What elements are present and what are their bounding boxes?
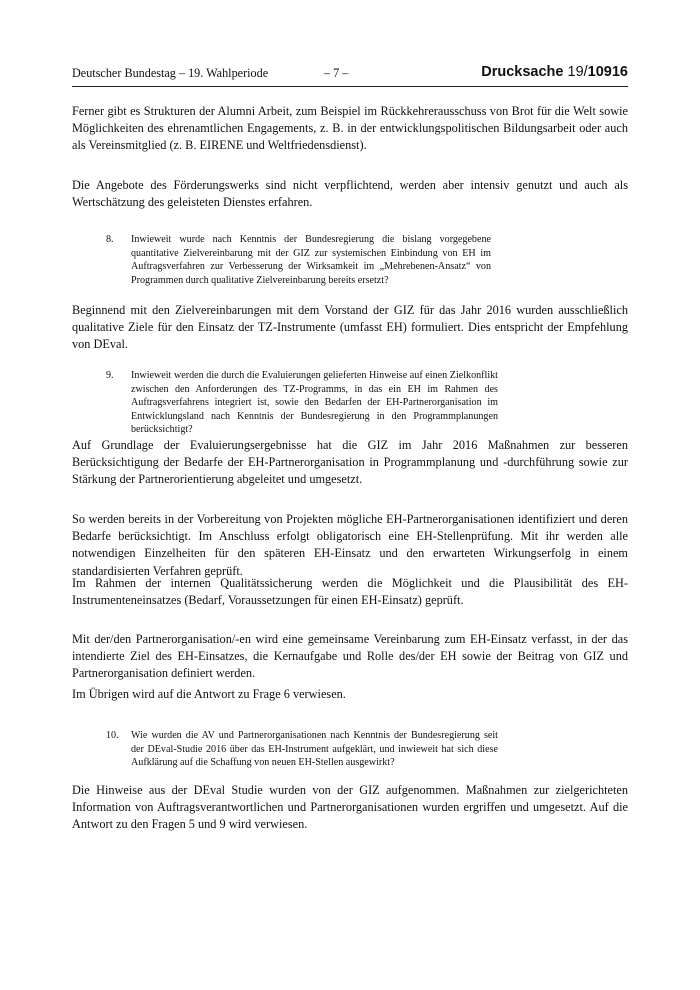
document-number-prefix: 19/ — [567, 64, 588, 80]
document-label: Drucksache — [481, 64, 564, 80]
answer-9-paragraph-5: Im Übrigen wird auf die Antwort zu Frage 6 verwiesen. — [72, 687, 346, 701]
question-text: Wie wurden die AV und Partnerorganisationen nach Kenntnis der Bundesregierung seit der DEval-Studie 2016 über das EH-Instrument aufgeklärt, und inwieweit hat sich diese Aufklärung auf die Schaffung von neuen EH-Stellen ausgewirkt? — [131, 730, 498, 769]
question-text: Inwieweit wurde nach Kenntnis der Bundesregierung die bislang vorgegebene quantitative Zielvereinbarung mit der GIZ zur systemischen Einbindung von EH im Auftragsverfahren zur Verbesserung der Wirksamkeit im „Mehrebenen-Ansatz“ von Programmen durch qualitative Zielvereinbarung bereits ersetzt? — [131, 234, 491, 286]
header-publication: Deutscher Bundestag – 19. Wahlperiode — [72, 66, 269, 80]
document-number-main: 10916 — [587, 64, 628, 80]
page-number: – 7 – — [324, 66, 349, 80]
answer-10: Die Hinweise aus der DEval Studie wurden von der GIZ aufgenommen. Maßnahmen zur zielgerichteten Information von Auftragsverantwortlichen und Partnerorganisationen wurden ergriffen und umgesetzt. Auf die Antwort zu den Fragen 5 und 9 wird verwiesen. — [72, 783, 628, 832]
paragraph-alumni: Ferner gibt es Strukturen der Alumni Arbeit, zum Beispiel im Rückkehrerausschuss von Brot für die Welt sowie Möglichkeiten des ehrenamtlichen Engagements, z. B. in der entwicklungspolitischen Bildungsarbeit oder auch als Vereinsmitglied (z. B. EIRENE und Weltfriedensdienst). — [72, 104, 628, 153]
question-text: Inwieweit werden die durch die Evaluierungen gelieferten Hinweise auf einen Zielkonflikt zwischen den Anforderungen des TZ-Programms, in das ein EH im Rahmen des Auftragsverfahrens integriert ist, sowie den Bedarfen der EH-Partnerorganisation im Entwicklungsland nach Kenntnis der Bundesregierung in den Programmplanungen berücksichtigt? — [131, 370, 498, 436]
answer-9-paragraph-4: Mit der/den Partnerorganisation/-en wird eine gemeinsame Vereinbarung zum EH-Einsatz verfasst, in der das intendierte Ziel des EH-Einsatzes, die Kernaufgabe und Rolle des/der EH sowie der Beitrag von GIZ und Partnerorganisation definiert werden. — [72, 632, 628, 681]
answer-8: Beginnend mit den Zielvereinbarungen mit dem Vorstand der GIZ für das Jahr 2016 wurden ausschließlich qualitative Ziele für den Einsatz der TZ-Instrumente (umfasst EH) formuliert. Dies entspricht der Empfehlung von DEval. — [72, 303, 628, 352]
answer-9-paragraph-2: So werden bereits in der Vorbereitung von Projekten mögliche EH-Partnerorganisationen identifiziert und deren Bedarfe berücksichtigt. Im Anschluss erfolgt obligatorisch eine EH-Stellenprüfung. Mit ihr werden alle notwendigen Einzelheiten für den späteren EH-Einsatz und den erwarteten Wirkungserfolg in einem standardisierten Verfahren geprüft. — [72, 512, 628, 578]
answer-9-paragraph-1: Auf Grundlage der Evaluierungsergebnisse hat die GIZ im Jahr 2016 Maßnahmen zur besseren Berücksichtigung der Bedarfe der EH-Partnerorganisation in Programmplanung und -durchführung sowie zur Stärkung der Partnerorientierung abgeleitet und umgesetzt. — [72, 438, 628, 487]
question-number: 8. — [106, 234, 114, 245]
page-header — [72, 66, 628, 84]
answer-9-paragraph-3: Im Rahmen der internen Qualitätssicherung werden die Möglichkeit und die Plausibilität des EH-Instrumenteneinsatzes (Bedarf, Voraussetzungen für einen EH-Einsatz) geprüft. — [72, 576, 628, 608]
paragraph-offers: Die Angebote des Förderungswerks sind nicht verpflichtend, werden aber intensiv genutzt und auch als Wertschätzung des geleisteten Dienstes erfahren. — [72, 178, 628, 210]
question-number: 9. — [106, 370, 114, 381]
header-rule — [72, 86, 628, 87]
question-number: 10. — [106, 730, 119, 741]
document-number — [481, 64, 628, 80]
